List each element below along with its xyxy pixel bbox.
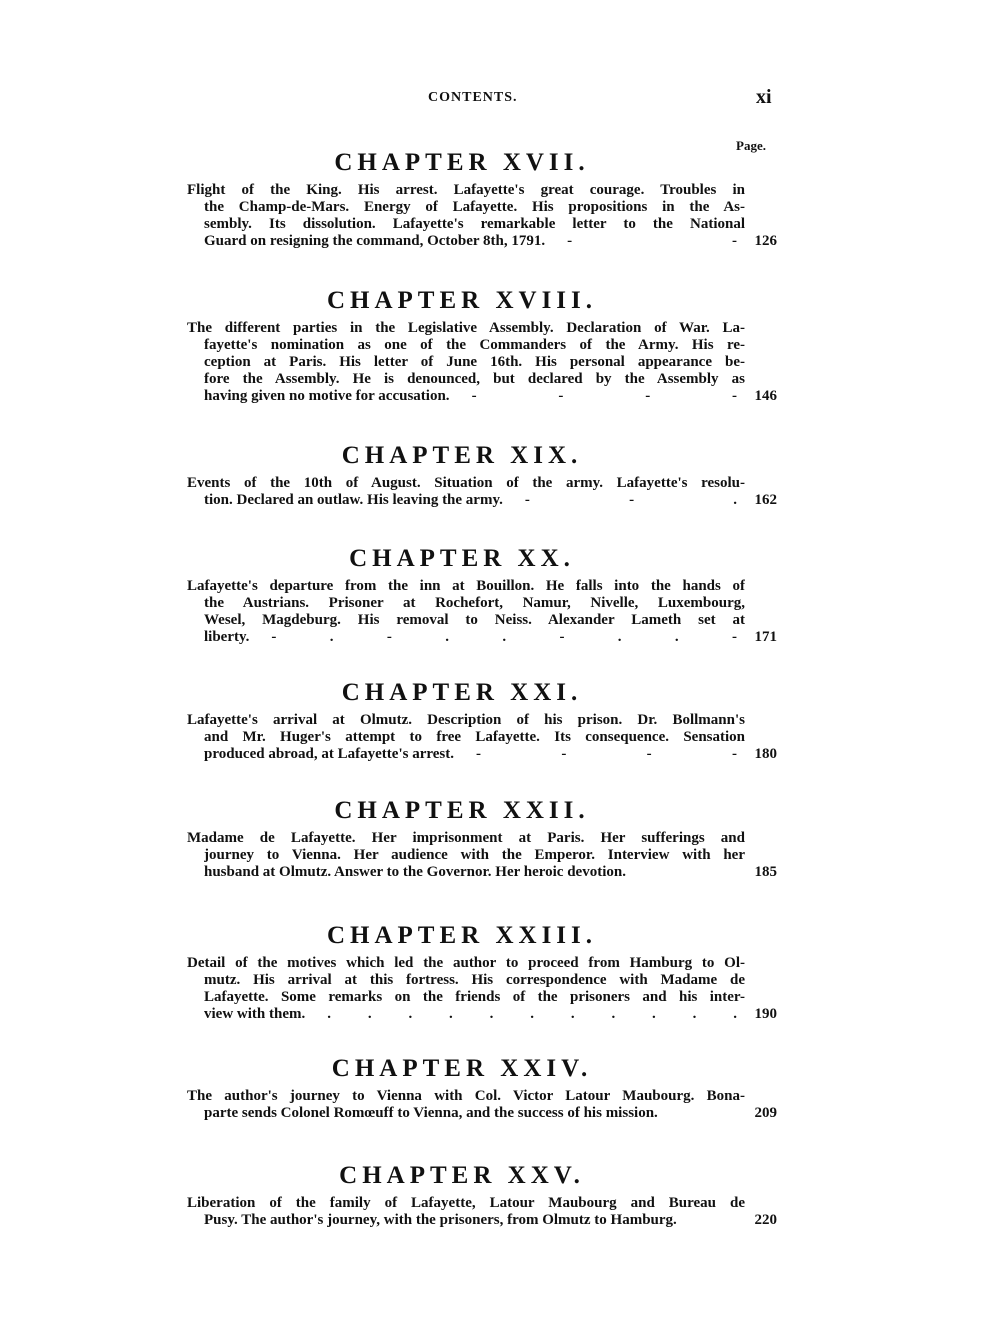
summary-last-line xyxy=(204,1006,777,1023)
summary-line: Wesel, Magdeburg. His removal to Neiss. Alexander Lameth set at xyxy=(204,612,745,628)
summary-line: ception at Paris. His letter of June 16th. His personal appearance be- xyxy=(204,354,745,370)
chapter-summary xyxy=(187,320,777,405)
summary-line: The author's journey to Vienna with Col. Victor Latour Maubourg. Bona- xyxy=(187,1088,745,1104)
summary-line: Liberation of the family of Lafayette, Latour Maubourg and Bureau de xyxy=(187,1195,745,1211)
chapter-summary xyxy=(187,1195,777,1229)
summary-line: liberty. xyxy=(204,629,250,645)
chapter-summary xyxy=(187,182,777,250)
dot-leader: . . . . . . . . . . . xyxy=(327,1006,737,1022)
chapter-heading: CHAPTER XXII. xyxy=(334,797,590,824)
summary-line: the Champ-de-Mars. Energy of Lafayette. His propositions in the As- xyxy=(204,199,745,215)
dot-leader: - - - - xyxy=(475,746,737,762)
summary-line: sembly. Its dissolution. Lafayette's remarkable letter to the National xyxy=(204,216,745,232)
toc-entry xyxy=(187,1161,777,1229)
page-number: 185 xyxy=(754,864,777,880)
summary-last-line xyxy=(204,492,777,509)
chapter-summary xyxy=(187,955,777,1023)
chapter-heading: CHAPTER XX. xyxy=(349,545,575,572)
summary-last-line xyxy=(204,388,777,405)
summary-line: Events of the 10th of August. Situation of the army. Lafayette's resolu- xyxy=(187,475,745,491)
chapter-heading: CHAPTER XVIII. xyxy=(326,287,598,314)
toc-entry xyxy=(187,286,777,405)
chapter-heading: CHAPTER XIX. xyxy=(341,442,583,469)
summary-line: Flight of the King. His arrest. Lafayette's great courage. Troubles in xyxy=(187,182,745,198)
summary-line: husband at Olmutz. Answer to the Governor. Her heroic devotion. xyxy=(204,864,626,880)
toc-entry xyxy=(187,441,777,509)
summary-last-line xyxy=(204,629,777,646)
summary-line: The different parties in the Legislative Assembly. Declaration of War. La- xyxy=(187,320,745,336)
summary-line: Madame de Lafayette. Her imprisonment at Paris. Her sufferings and xyxy=(187,830,745,846)
page-column-label: Page. xyxy=(736,138,766,153)
summary-last-line xyxy=(204,746,777,763)
chapter-heading: CHAPTER XXIV. xyxy=(331,1055,593,1082)
dot-leader: - - xyxy=(567,233,737,249)
summary-last-line xyxy=(204,233,777,250)
dot-leader: - . - . . - . . - xyxy=(271,629,737,645)
summary-last-line xyxy=(204,1212,777,1229)
chapter-heading: CHAPTER XVII. xyxy=(334,149,590,176)
summary-line: Lafayette's departure from the inn at Bouillon. He falls into the hands of xyxy=(187,578,745,594)
summary-line: produced abroad, at Lafayette's arrest. xyxy=(204,746,454,762)
page-number: 190 xyxy=(754,1006,777,1022)
summary-line: parte sends Colonel Romœuff to Vienna, and the success of his mission. xyxy=(204,1105,658,1121)
summary-line: having given no motive for accusation. xyxy=(204,388,450,404)
summary-line: Lafayette's arrival at Olmutz. Description of his prison. Dr. Bollmann's xyxy=(187,712,745,728)
page-number: 146 xyxy=(754,388,777,404)
chapter-heading: CHAPTER XXI. xyxy=(341,679,583,706)
page-number: 171 xyxy=(754,629,777,645)
summary-line: Lafayette. Some remarks on the friends of the prisoners and his inter- xyxy=(204,989,745,1005)
running-head: CONTENTS. xyxy=(428,90,518,105)
summary-last-line xyxy=(204,864,777,881)
summary-line: Guard on resigning the command, October 8th, 1791. xyxy=(204,233,546,249)
summary-line: Pusy. The author's journey, with the prisoners, from Olmutz to Hamburg. xyxy=(204,1212,677,1228)
page-number: 180 xyxy=(754,746,777,762)
toc-entry xyxy=(187,1054,777,1122)
chapter-summary xyxy=(187,830,777,881)
summary-line: and Mr. Huger's attempt to free Lafayette. Its consequence. Sensation xyxy=(204,729,745,745)
chapter-heading: CHAPTER XXIII. xyxy=(326,922,598,949)
page-number: 220 xyxy=(754,1212,777,1228)
page-number: 209 xyxy=(754,1105,777,1121)
page-number: 162 xyxy=(754,492,777,508)
summary-line: Detail of the motives which led the author to proceed from Hamburg to Ol- xyxy=(187,955,745,971)
summary-line: mutz. His arrival at this fortress. His correspondence with Madame de xyxy=(204,972,745,988)
toc-entry xyxy=(187,796,777,881)
summary-last-line xyxy=(204,1105,777,1122)
dot-leader: - - - - xyxy=(471,388,737,404)
chapter-summary xyxy=(187,578,777,646)
page-folio: xi xyxy=(756,86,772,108)
summary-line: fore the Assembly. He is denounced, but declared by the Assembly as xyxy=(204,371,745,387)
chapter-heading: CHAPTER XXV. xyxy=(339,1162,585,1189)
summary-line: the Austrians. Prisoner at Rochefort, Namur, Nivelle, Luxembourg, xyxy=(204,595,745,611)
summary-line: view with them. xyxy=(204,1006,306,1022)
toc-entry xyxy=(187,544,777,646)
chapter-summary xyxy=(187,712,777,763)
chapter-summary xyxy=(187,475,777,509)
toc-entry xyxy=(187,921,777,1023)
chapter-summary xyxy=(187,1088,777,1122)
dot-leader: - - . xyxy=(524,492,737,508)
page-number: 126 xyxy=(754,233,777,249)
toc-entry xyxy=(187,678,777,763)
summary-line: fayette's nomination as one of the Commanders of the Army. His re- xyxy=(204,337,745,353)
summary-line: tion. Declared an outlaw. His leaving the army. xyxy=(204,492,503,508)
summary-line: journey to Vienna. Her audience with the Emperor. Interview with her xyxy=(204,847,745,863)
toc-entry xyxy=(187,148,777,250)
